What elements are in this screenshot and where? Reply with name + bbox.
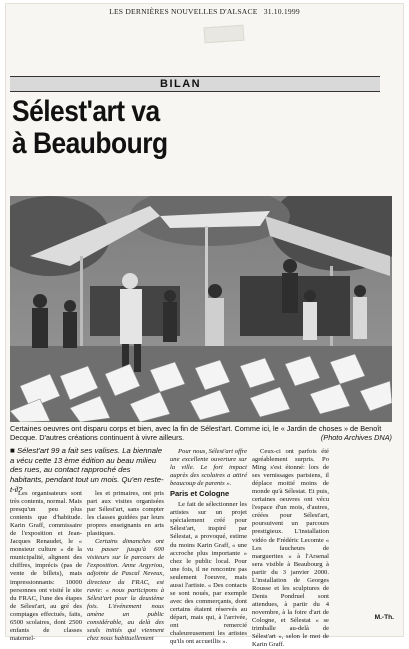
masthead-date: 31.10.1999: [263, 7, 300, 16]
headline-line-1: Sélest'art va: [12, 95, 160, 128]
rubric-label: BILAN: [160, 78, 202, 90]
tape-mark: [203, 25, 244, 44]
masthead-paper-name: LES DERNIÈRES NOUVELLES D'ALSACE: [109, 7, 258, 16]
article-column-5: [334, 614, 394, 622]
column-paragraph: les et primaires, ont pris part aux visites organisées par Sélest'art, sans compter les classes guidées par leurs propres enseignants en arts plastiques.: [87, 490, 164, 538]
caption-text: Certaines oeuvres ont disparu corps et bien, avec la fin de Sélest'art. Comme ici, le « Jardin de choses » de Benoît Decque. D'autres créations continuent à vivre ailleurs.: [10, 424, 382, 442]
photo-caption: [10, 424, 392, 442]
column-paragraph: Les organisateurs sont très contents, normal. Mais presqu'un peu plus contents que d'habitude. Karin Graff, commissaire de l'exposition et Jean-Jacques Renaudet, le « monsieur culture » de la municipalité, alignent des chiffres, imprécis (pas de vente de billets), mais impressionnants: 10000 personnes ont visité le site du FRAC, l'une des étapes de Sélest'art, au gré des comptages effectués, faits, 6500 scolaires, dont 2500 enfants de classes maternel-: [10, 490, 82, 642]
lead-bullet-icon: ■: [10, 446, 15, 455]
article-photo: [10, 196, 392, 422]
article-lead: [10, 446, 164, 495]
subheading-paris-cologne: Paris et Cologne: [170, 489, 230, 499]
author-signature: M.-Th.: [374, 614, 394, 621]
article-column-1: [10, 490, 82, 643]
column-paragraph: Ceux-ci ont parfois été agréablement surpris. Po Ming s'est étonné: lors de ses vernissages parisiens, il déplace moitié moins de monde qu'à Sélestat. Et puis, certaines oeuvres ont vécu l'espace d'un mois, d'autres, créées pour Sélest'art, poursuivent un parcours prestigieux. L'installation vidéo de Frédéric Lecomte « Les faucheurs de marguerites » à l'Arsenal sera visible à Beaubourg à partir du 3 janvier 2000. L'installation de Georges Rousse et les sculptures de Denis Pondruel sont attendues, à partir du 4 novembre, à la foire d'art de Cologne, et Sélestat « se trimballe au-delà de Sélest'art », selon le mot de Karin Graff.: [252, 448, 329, 649]
section-rubric: [10, 76, 380, 92]
column-paragraph: Pour nous, Sélest'art offre une excellente ouverture sur la ville. Le fort impact auprès des scolaires a attiré beaucoup de parents ».: [170, 448, 247, 488]
masthead: [6, 7, 403, 16]
headline-line-2: à Beaubourg: [12, 127, 168, 160]
photo-illustration: [10, 196, 392, 422]
headline: [12, 96, 241, 160]
column-paragraph: Le fait de sélectionner les artistes sur un projet spécialement créé pour Sélest'art, inspiré par Sélestat, a provoqué, estime du moins Karin Graff, « une accroche plus importante » chez le public local. Pour une fois, il ne rencontre pas seulement l'oeuvre, mais aussi l'artiste. « Des contacts se sont noués, par exemple avec des commerçants, dont certains étaient réservés au départ, mais qui, à l'arrivée, ont remercié chaleureusement les artistes qu'ils ont accueillis ».: [170, 501, 247, 646]
photo-credit: (Photo Archives DNA): [320, 433, 392, 442]
article-column-3: [170, 448, 247, 646]
column-paragraph: Certains dimanches ont vu passer jusqu'à 600 visiteurs sur le parcours de l'exposition. Anne Argyriou, adjointe de Pascal Neveux, directeur du FRAC, est ravie: « nous participons à Sélest'art pour la deuxième fois. L'événement nous amène un public considérable, au delà des seuls initiés qui viennent chez nous habituellement: [87, 538, 164, 642]
article-column-4: [252, 448, 329, 649]
article-column-2: [87, 490, 164, 643]
lead-text: Sélest'art 99 a fait ses valises. La biennale a vécu cette 13 ème édition au beau milieu des rues, au contact rapproché des habitants, pendant tout un mois. Qu'en reste-t-il?: [10, 446, 164, 494]
